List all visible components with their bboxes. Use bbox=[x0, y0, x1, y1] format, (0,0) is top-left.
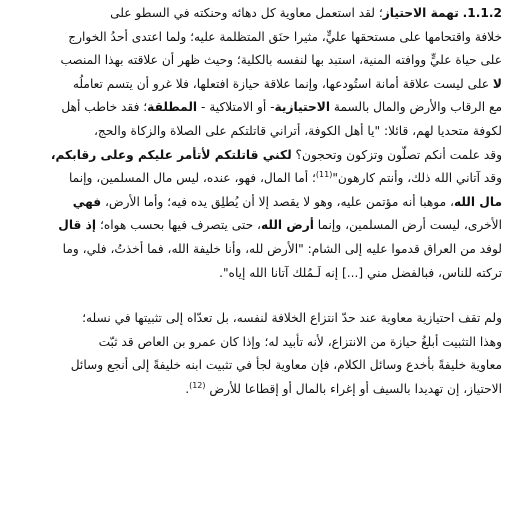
text-run: ؛ أما المال، فهو، عنده، ليس مال المسلمين، وإنما bbox=[68, 171, 316, 186]
text-line bbox=[10, 96, 502, 120]
text-run: وقد آتاني الله ذلك، وأنتم كارهون" bbox=[332, 171, 502, 186]
text-line bbox=[10, 144, 502, 168]
text-run: ؛ لقد استعمل معاوية كل دهائه وحنكته في السطو على bbox=[110, 6, 383, 20]
text-line: خلافة واقتحامها على مستحقها عليٍّ، مثيرا حنَق المتظلمة عليه؛ ولما اعتدى أحدُ الخوارج bbox=[68, 29, 502, 44]
text-run: الأخرى، ليست أرض المسلمين، وإنما bbox=[313, 218, 502, 233]
text-run: ، موهبا أنه مؤتمن عليه، وهو لا يقصد إلا أن يُطلِق يده فيه؛ وأما الأرض، bbox=[101, 194, 454, 209]
footnote-marker: (11) bbox=[315, 170, 333, 180]
footnote-marker: (12) bbox=[189, 380, 206, 390]
text-line: تركته للناس، فبالفضل مني [...] إنه لَـمُلك آتانا الله إياه". bbox=[219, 265, 502, 280]
text-line: لكوفة متحديا لهم، قائلا: "يا أهل الكوفة، أتراني قاتلتكم على الصلاة والزكاة والحج، bbox=[93, 123, 502, 138]
bold-text: فهي bbox=[72, 194, 102, 209]
text-line: لوفد من العراق قدموا عليه إلى الشام: "الأرض لله، وأنا خليفة الله، فما أخذتُ، فلي، وما bbox=[62, 241, 502, 256]
text-run: وقد علمت أنكم تصلّون وتزكون وتحجون؟ bbox=[291, 147, 502, 162]
bold-text: إذ قال bbox=[58, 218, 97, 233]
section-heading: تهمة الاحتياز bbox=[382, 6, 459, 20]
bold-text: مال الله bbox=[453, 194, 502, 209]
text-line: معاوية خليفةً بأخدع وسائل الكلام، فإن معاوية لجأ في تثبيت ابنه خليفةً إلى أنجع وسائل bbox=[70, 358, 502, 373]
text-line bbox=[10, 2, 502, 26]
text-line bbox=[10, 191, 502, 215]
text-line bbox=[10, 73, 502, 97]
text-run: مع الرقاب والأرض والمال بالسمة bbox=[330, 100, 502, 115]
text-run: ، حتى يتصرف فيها بحسب هواه؛ bbox=[96, 218, 261, 233]
text-run: . bbox=[185, 381, 190, 396]
text-line: وهذا التثبيت أبلغُ حيازة من الانتزاع، لأنه تأبيد له؛ وإذا كان عمرو بن العاص قد ثبّت bbox=[98, 334, 502, 349]
bold-text: لكني قاتلتكم لأتأمر عليكم وعلى رقابكم، bbox=[50, 147, 292, 162]
text-run: - أو الامتلاكية - bbox=[197, 100, 275, 115]
text-line: على حياة عليٍّ ووافته المنية، استبد بها لنفسه بالكلية؛ وحيث ظهر أن علاقته بهذا المنصب bbox=[60, 53, 502, 68]
bold-text: أرض الله bbox=[260, 218, 314, 233]
bold-text: الاحتيازية bbox=[274, 100, 331, 115]
text-run: ؛ فقد خاطب أهل bbox=[61, 100, 148, 115]
text-line bbox=[10, 214, 502, 238]
text-line bbox=[10, 167, 502, 191]
text-run: على ليست علاقة أمانة استُودعها، وإنما علاقة حيازة افتعلها، فلا غرو أن يتسم تعاملُه bbox=[72, 76, 493, 91]
section-number: 1.1.2. bbox=[462, 6, 502, 20]
paragraph-2 bbox=[10, 307, 502, 401]
text-line bbox=[10, 378, 502, 402]
bold-text: لا bbox=[492, 76, 502, 91]
text-run: الاحتياز، إن تهديدا بالسيف أو إغراء بالمال أو إقطاعا للأرض bbox=[209, 381, 502, 396]
paragraph-1 bbox=[10, 2, 502, 285]
bold-text: المطلقة bbox=[147, 100, 198, 115]
text-line: ولم تقف احتيازية معاوية عند حدّ انتزاع الخلافة لنفسه، بل تعدّاه إلى تثبيتها في نسله؛ bbox=[82, 311, 502, 326]
